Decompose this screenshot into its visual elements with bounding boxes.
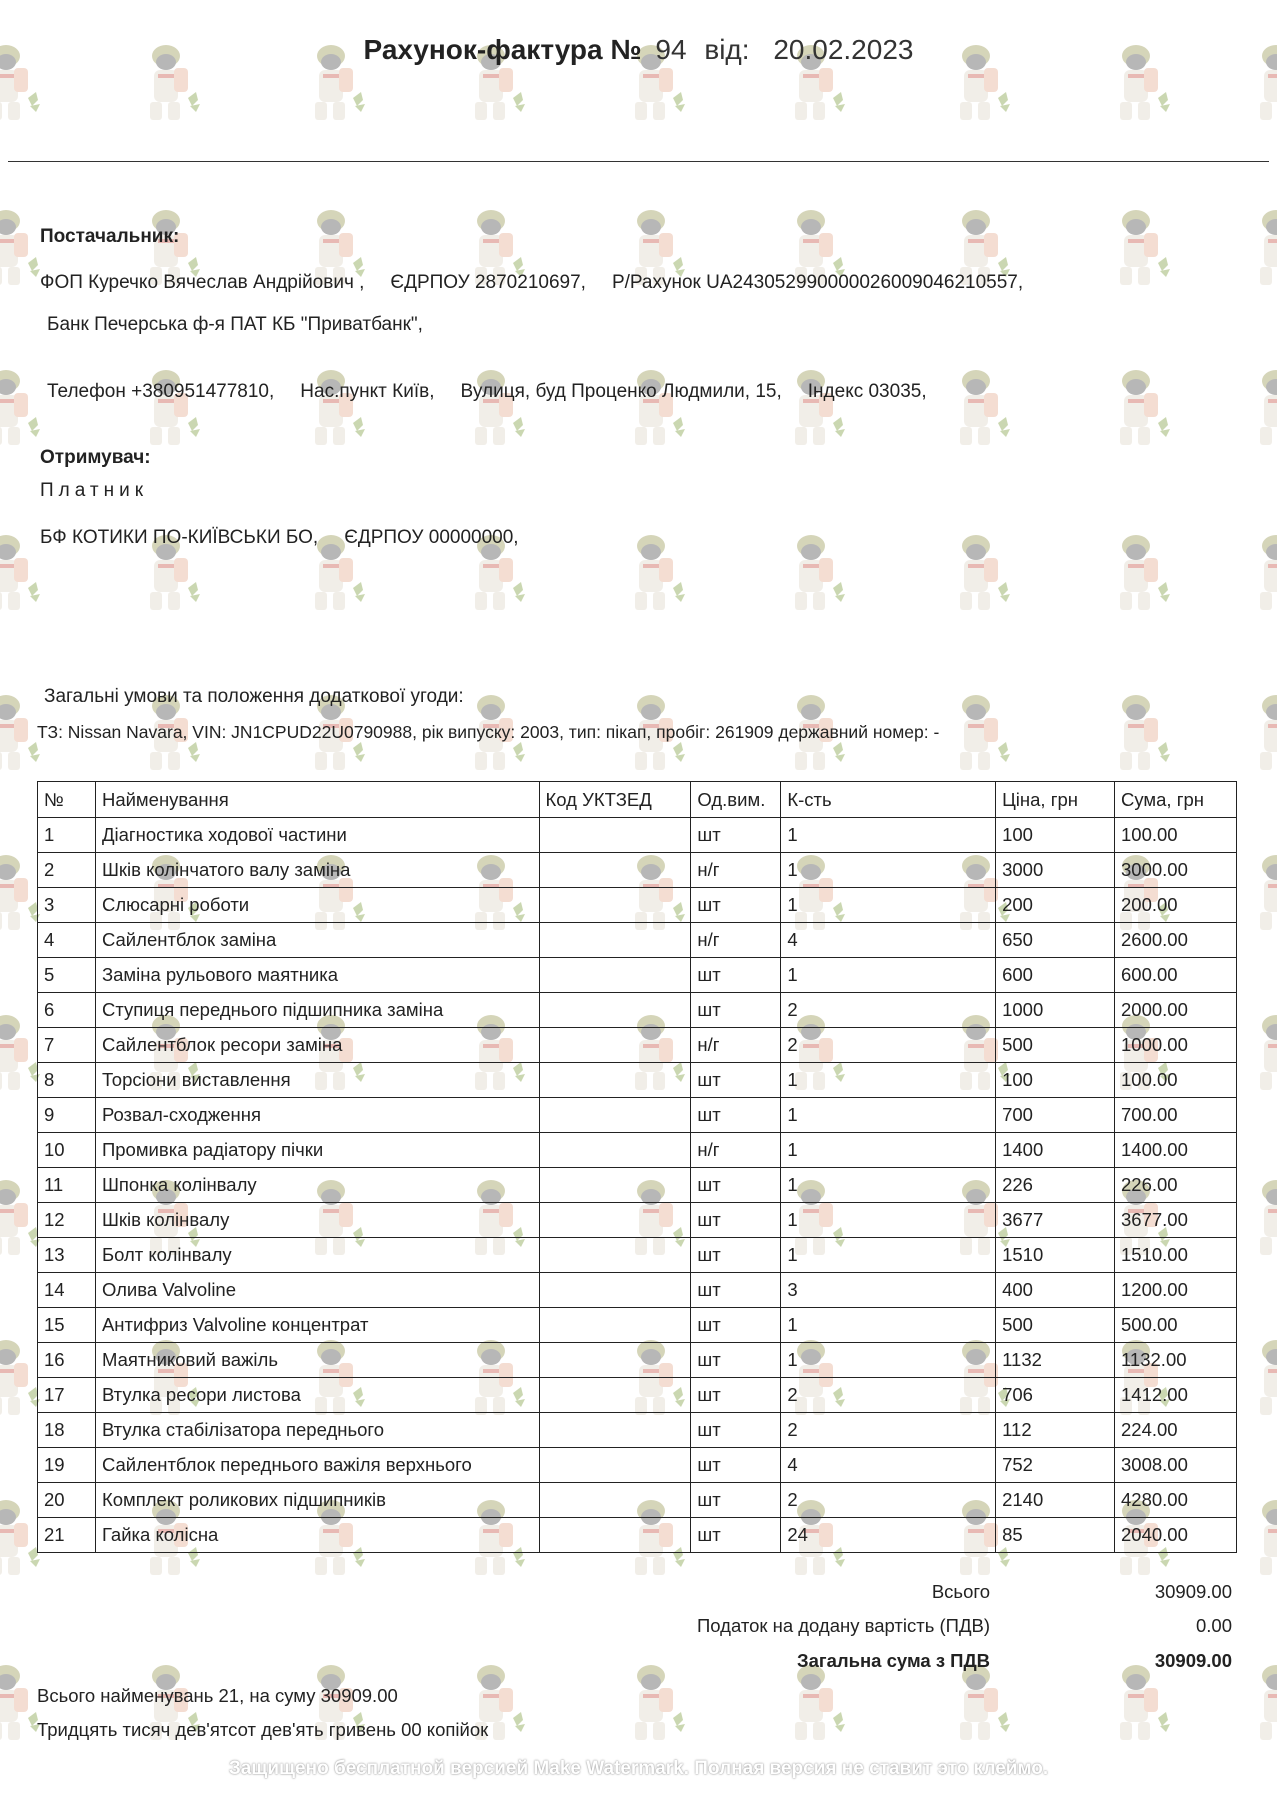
- table-cell: 1: [781, 888, 996, 923]
- table-row: [38, 1448, 1237, 1483]
- table-row: [38, 1343, 1237, 1378]
- table-cell: 1510: [996, 1238, 1115, 1273]
- table-cell: 706: [996, 1378, 1115, 1413]
- table-cell: Сайлентблок ресори заміна: [95, 1028, 539, 1063]
- table-cell: [539, 1238, 691, 1273]
- table-cell: Промивка радіатору пічки: [95, 1133, 539, 1168]
- table-cell: Заміна рульового маятника: [95, 958, 539, 993]
- summary-count: Всього найменувань 21, на суму 30909.00: [37, 1685, 398, 1706]
- table-cell: 650: [996, 923, 1115, 958]
- column-header: Найменування: [95, 782, 539, 818]
- watermark-logo-icon: [0, 205, 44, 289]
- table-row: [38, 1098, 1237, 1133]
- table-cell: 24: [781, 1518, 996, 1553]
- table-row: [38, 1203, 1237, 1238]
- table-cell: 200: [996, 888, 1115, 923]
- table-cell: шт: [691, 993, 781, 1028]
- column-header: Сума, грн: [1115, 782, 1237, 818]
- invoice-number: 94: [655, 34, 687, 65]
- table-cell: 1: [781, 1308, 996, 1343]
- supplier-line-1: [40, 272, 1023, 294]
- table-cell: 3677.00: [1115, 1203, 1237, 1238]
- table-cell: 1: [38, 818, 96, 853]
- table-cell: н/г: [691, 1028, 781, 1063]
- table-cell: 13: [38, 1238, 96, 1273]
- table-cell: шт: [691, 1098, 781, 1133]
- table-cell: 1: [781, 853, 996, 888]
- table-cell: 500.00: [1115, 1308, 1237, 1343]
- header-divider: [8, 161, 1269, 162]
- watermark-logo-icon: [0, 365, 44, 449]
- table-row: [38, 1308, 1237, 1343]
- items-table: [37, 781, 1237, 1553]
- supplier-phone: Телефон +380951477810,: [47, 381, 275, 402]
- table-cell: 4280.00: [1115, 1483, 1237, 1518]
- table-cell: шт: [691, 818, 781, 853]
- table-row: [38, 1378, 1237, 1413]
- table-cell: 100.00: [1115, 818, 1237, 853]
- table-cell: 100: [996, 818, 1115, 853]
- table-cell: 100.00: [1115, 1063, 1237, 1098]
- watermark-logo-icon: [1110, 205, 1174, 289]
- table-cell: Слюсарні роботи: [95, 888, 539, 923]
- watermark-logo-icon: [1250, 530, 1277, 614]
- table-cell: Комплект роликових підшипників: [95, 1483, 539, 1518]
- table-cell: Розвал-сходження: [95, 1098, 539, 1133]
- watermark-logo-icon: [1250, 365, 1277, 449]
- table-row: [38, 818, 1237, 853]
- table-cell: [539, 993, 691, 1028]
- table-cell: [539, 1273, 691, 1308]
- table-cell: шт: [691, 1203, 781, 1238]
- table-cell: Шків колінчатого валу заміна: [95, 853, 539, 888]
- table-cell: [539, 1448, 691, 1483]
- table-cell: 2600.00: [1115, 923, 1237, 958]
- table-cell: 4: [38, 923, 96, 958]
- table-cell: шт: [691, 1343, 781, 1378]
- table-cell: шт: [691, 888, 781, 923]
- watermark-logo-icon: [305, 365, 369, 449]
- watermark-logo-icon: [1250, 205, 1277, 289]
- watermark-logo-icon: [465, 365, 529, 449]
- table-cell: Олива Valvoline: [95, 1273, 539, 1308]
- table-cell: [539, 1168, 691, 1203]
- table-cell: 1000: [996, 993, 1115, 1028]
- recipient-heading: Отримувач:: [40, 447, 151, 468]
- table-cell: 4: [781, 923, 996, 958]
- table-cell: 2: [781, 1413, 996, 1448]
- table-cell: 1: [781, 1168, 996, 1203]
- supplier-edrpou: ЄДРПОУ 2870210697,: [390, 272, 586, 293]
- table-cell: шт: [691, 1483, 781, 1518]
- table-cell: 200.00: [1115, 888, 1237, 923]
- supplier-street: Вулиця, буд Проценко Людмили, 15,: [460, 381, 782, 402]
- table-cell: 100: [996, 1063, 1115, 1098]
- table-row: [38, 888, 1237, 923]
- table-cell: 3: [38, 888, 96, 923]
- table-cell: 1400: [996, 1133, 1115, 1168]
- table-cell: [539, 888, 691, 923]
- table-cell: [539, 1518, 691, 1553]
- table-cell: Втулка стабілізатора переднього: [95, 1413, 539, 1448]
- table-cell: 700: [996, 1098, 1115, 1133]
- table-cell: 700.00: [1115, 1098, 1237, 1133]
- table-cell: 500: [996, 1028, 1115, 1063]
- table-cell: шт: [691, 1238, 781, 1273]
- vat-row: [0, 1615, 1277, 1639]
- table-cell: шт: [691, 1273, 781, 1308]
- table-cell: 1: [781, 1063, 996, 1098]
- watermark-logo-icon: [625, 530, 689, 614]
- supplier-line-3: [47, 381, 927, 403]
- table-cell: 226: [996, 1168, 1115, 1203]
- table-cell: [539, 1413, 691, 1448]
- watermark-logo-icon: [1250, 1495, 1277, 1579]
- column-header: Код УКТЗЕД: [539, 782, 691, 818]
- table-cell: 1510.00: [1115, 1238, 1237, 1273]
- table-row: [38, 1483, 1237, 1518]
- table-cell: 1: [781, 1133, 996, 1168]
- recipient-payer-label: Платник: [40, 480, 149, 501]
- table-cell: [539, 1133, 691, 1168]
- invoice-date: 20.02.2023: [773, 34, 914, 65]
- vehicle-info: ТЗ: Nissan Navara, VIN: JN1CPUD22U0790988, рік випуску: 2003, тип: пікап, пробіг: 261909 державний номер: -: [37, 722, 940, 742]
- table-cell: 2: [781, 1378, 996, 1413]
- column-header: Од.вим.: [691, 782, 781, 818]
- watermark-logo-icon: [785, 530, 849, 614]
- table-cell: 3008.00: [1115, 1448, 1237, 1483]
- watermark-logo-icon: [1250, 850, 1277, 934]
- table-cell: 14: [38, 1273, 96, 1308]
- table-cell: 1: [781, 958, 996, 993]
- supplier-index: Індекс 03035,: [807, 381, 927, 402]
- watermark-notice: Защищено бесплатной версией Make Watermark. Полная версия не ставит это клеймо.: [228, 1758, 1049, 1779]
- vat-label: Податок на додану вартість (ПДВ): [696, 1615, 990, 1636]
- table-cell: 752: [996, 1448, 1115, 1483]
- watermark-logo-icon: [950, 530, 1014, 614]
- column-header: К-сть: [781, 782, 996, 818]
- table-cell: 500: [996, 1308, 1115, 1343]
- table-cell: [539, 1378, 691, 1413]
- watermark-logo-icon: [1110, 690, 1174, 774]
- table-cell: 2: [38, 853, 96, 888]
- table-cell: 1400.00: [1115, 1133, 1237, 1168]
- table-cell: 1132.00: [1115, 1343, 1237, 1378]
- watermark-logo-icon: [625, 365, 689, 449]
- watermark-logo-icon: [1110, 365, 1174, 449]
- table-row: [38, 1518, 1237, 1553]
- supplier-bank: Банк Печерська ф-я ПАТ КБ "Приватбанк",: [47, 314, 423, 335]
- table-cell: 7: [38, 1028, 96, 1063]
- table-cell: 5: [38, 958, 96, 993]
- table-cell: 400: [996, 1273, 1115, 1308]
- watermark-logo-icon: [0, 530, 44, 614]
- table-row: [38, 1028, 1237, 1063]
- table-cell: 12: [38, 1203, 96, 1238]
- grand-total-label: Загальна сума з ПДВ: [797, 1650, 990, 1671]
- table-cell: Втулка ресори листова: [95, 1378, 539, 1413]
- table-cell: 3000: [996, 853, 1115, 888]
- table-cell: 85: [996, 1518, 1115, 1553]
- table-cell: Антифриз Valvoline концентрат: [95, 1308, 539, 1343]
- vat-value: 0.00: [1195, 1615, 1232, 1636]
- watermark-logo-icon: [140, 365, 204, 449]
- table-cell: 2140: [996, 1483, 1115, 1518]
- table-header-row: [38, 782, 1237, 818]
- invoice-title-label: Рахунок-фактура №: [363, 34, 642, 65]
- table-cell: 2: [781, 1028, 996, 1063]
- table-cell: н/г: [691, 1133, 781, 1168]
- table-cell: 1132: [996, 1343, 1115, 1378]
- table-cell: 17: [38, 1378, 96, 1413]
- table-row: [38, 923, 1237, 958]
- table-cell: 3: [781, 1273, 996, 1308]
- grand-total-value: 30909.00: [1154, 1650, 1232, 1671]
- table-cell: 224.00: [1115, 1413, 1237, 1448]
- table-cell: 1412.00: [1115, 1378, 1237, 1413]
- table-cell: [539, 853, 691, 888]
- table-cell: 1000.00: [1115, 1028, 1237, 1063]
- recipient-name: БФ КОТИКИ ПО-КИЇВСЬКИ БО,: [40, 527, 319, 548]
- table-cell: [539, 923, 691, 958]
- table-cell: [539, 818, 691, 853]
- table-cell: н/г: [691, 923, 781, 958]
- table-cell: 4: [781, 1448, 996, 1483]
- table-cell: Шків колінвалу: [95, 1203, 539, 1238]
- grand-total-row: [0, 1650, 1277, 1674]
- terms-heading: Загальні умови та положення додаткової угоди:: [44, 686, 464, 707]
- table-cell: 8: [38, 1063, 96, 1098]
- table-row: [38, 958, 1237, 993]
- table-cell: 11: [38, 1168, 96, 1203]
- table-cell: 1: [781, 1098, 996, 1133]
- table-cell: 1: [781, 1343, 996, 1378]
- table-row: [38, 1133, 1237, 1168]
- table-cell: [539, 958, 691, 993]
- table-cell: Гайка колісна: [95, 1518, 539, 1553]
- supplier-account: Р/Рахунок UA243052990000026009046210557,: [611, 272, 1024, 293]
- table-row: [38, 1413, 1237, 1448]
- supplier-city: Нас.пункт Київ,: [300, 381, 435, 402]
- watermark-logo-icon: [1250, 1335, 1277, 1419]
- supplier-name: ФОП Куречко Вячеслав Андрійович ,: [40, 272, 365, 293]
- watermark-logo-icon: [1250, 690, 1277, 774]
- table-cell: 6: [38, 993, 96, 1028]
- watermark-logo-icon: [950, 690, 1014, 774]
- table-cell: 3000.00: [1115, 853, 1237, 888]
- table-cell: 16: [38, 1343, 96, 1378]
- table-cell: 15: [38, 1308, 96, 1343]
- table-cell: 2: [781, 1483, 996, 1518]
- table-cell: 2040.00: [1115, 1518, 1237, 1553]
- invoice-title: [0, 34, 1277, 66]
- table-cell: шт: [691, 1168, 781, 1203]
- recipient-edrpou: ЄДРПОУ 00000000,: [344, 527, 519, 548]
- watermark-logo-icon: [1250, 1010, 1277, 1094]
- table-row: [38, 1063, 1237, 1098]
- table-cell: [539, 1063, 691, 1098]
- table-cell: шт: [691, 1308, 781, 1343]
- table-cell: 1200.00: [1115, 1273, 1237, 1308]
- table-cell: н/г: [691, 853, 781, 888]
- watermark-logo-icon: [950, 365, 1014, 449]
- table-cell: Діагностика ходової частини: [95, 818, 539, 853]
- watermark-logo-icon: [1250, 1175, 1277, 1259]
- total-value: 30909.00: [1154, 1581, 1232, 1602]
- table-cell: Сайлентблок переднього важіля верхнього: [95, 1448, 539, 1483]
- table-cell: 1: [781, 1203, 996, 1238]
- table-cell: Маятниковий важіль: [95, 1343, 539, 1378]
- table-cell: 600: [996, 958, 1115, 993]
- table-cell: 600.00: [1115, 958, 1237, 993]
- recipient-line: [40, 527, 519, 549]
- table-cell: [539, 1098, 691, 1133]
- table-cell: 2: [781, 993, 996, 1028]
- table-row: [38, 1238, 1237, 1273]
- table-cell: шт: [691, 1063, 781, 1098]
- table-cell: шт: [691, 1518, 781, 1553]
- summary-words: Тридцять тисяч дев'ятсот дев'ять гривень 00 копійок: [37, 1719, 489, 1740]
- table-row: [38, 1273, 1237, 1308]
- column-header: №: [38, 782, 96, 818]
- watermark-logo-icon: [1110, 530, 1174, 614]
- watermark-logo-icon: [785, 365, 849, 449]
- table-row: [38, 993, 1237, 1028]
- table-cell: 1: [781, 818, 996, 853]
- table-cell: шт: [691, 1413, 781, 1448]
- table-cell: Торсіони виставлення: [95, 1063, 539, 1098]
- table-cell: 20: [38, 1483, 96, 1518]
- column-header: Ціна, грн: [996, 782, 1115, 818]
- table-cell: [539, 1308, 691, 1343]
- table-cell: 10: [38, 1133, 96, 1168]
- table-cell: 112: [996, 1413, 1115, 1448]
- table-cell: 226.00: [1115, 1168, 1237, 1203]
- table-cell: 3677: [996, 1203, 1115, 1238]
- table-cell: [539, 1483, 691, 1518]
- table-cell: [539, 1343, 691, 1378]
- invoice-from-label: від:: [704, 34, 750, 65]
- table-cell: Сайлентблок заміна: [95, 923, 539, 958]
- table-row: [38, 1168, 1237, 1203]
- table-cell: [539, 1028, 691, 1063]
- table-row: [38, 853, 1237, 888]
- table-cell: 1: [781, 1238, 996, 1273]
- table-cell: 21: [38, 1518, 96, 1553]
- table-cell: 2000.00: [1115, 993, 1237, 1028]
- table-cell: Болт колінвалу: [95, 1238, 539, 1273]
- supplier-heading: Постачальник:: [40, 226, 180, 247]
- table-cell: 9: [38, 1098, 96, 1133]
- total-label: Всього: [931, 1581, 990, 1602]
- table-cell: шт: [691, 1378, 781, 1413]
- table-cell: 18: [38, 1413, 96, 1448]
- table-cell: Шпонка колінвалу: [95, 1168, 539, 1203]
- table-cell: шт: [691, 958, 781, 993]
- table-cell: [539, 1203, 691, 1238]
- table-cell: 19: [38, 1448, 96, 1483]
- total-row: [0, 1581, 1277, 1605]
- table-cell: шт: [691, 1448, 781, 1483]
- table-cell: Ступиця переднього підшипника заміна: [95, 993, 539, 1028]
